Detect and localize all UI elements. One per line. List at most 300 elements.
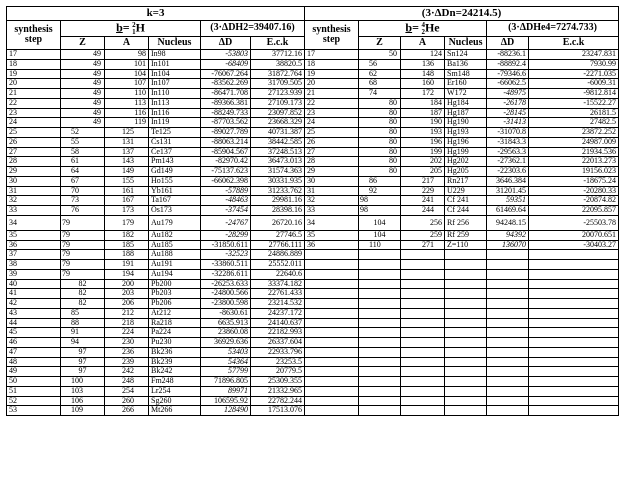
a-cell: 119 xyxy=(105,118,149,128)
empty-cell xyxy=(359,328,401,338)
table-row xyxy=(7,118,619,128)
empty-cell xyxy=(305,328,359,338)
z-cell: 79 xyxy=(61,230,105,240)
col-z-right: Z xyxy=(359,37,401,50)
a-cell: 187 xyxy=(401,108,445,118)
z-cell: 82 xyxy=(61,299,105,309)
empty-cell xyxy=(529,250,619,260)
nucleus-cell: Sg260 xyxy=(149,396,201,406)
z-cell: 73 xyxy=(61,196,105,206)
delta-d-cell: -29563.3 xyxy=(487,147,529,157)
nucleus-cell: Hg205 xyxy=(445,167,487,177)
eck-cell: 37712.16 xyxy=(251,50,305,60)
z-cell: 103 xyxy=(61,386,105,396)
a-cell: 185 xyxy=(105,240,149,250)
empty-cell xyxy=(305,406,359,416)
empty-cell xyxy=(487,318,529,328)
empty-cell xyxy=(359,279,401,289)
left-projectile-header xyxy=(61,21,201,37)
eck-cell: -9812.814 xyxy=(529,89,619,99)
empty-cell xyxy=(401,308,445,318)
a-cell: 172 xyxy=(401,89,445,99)
eck-cell: -6009.31 xyxy=(529,79,619,89)
empty-cell xyxy=(445,386,487,396)
nucleus-cell: Ra218 xyxy=(149,318,201,328)
empty-cell xyxy=(487,338,529,348)
eck-cell: 25309.355 xyxy=(251,377,305,387)
delta-d-cell: -85904.567 xyxy=(201,147,251,157)
delta-d-cell: -68409 xyxy=(201,59,251,69)
step-cell: 37 xyxy=(7,250,61,260)
table-row xyxy=(7,137,619,147)
delta-d-cell: -48975 xyxy=(487,89,529,99)
nucleus-cell: Cs131 xyxy=(149,137,201,147)
eck-cell: 33374.182 xyxy=(251,279,305,289)
table-row xyxy=(7,347,619,357)
step-cell: 39 xyxy=(7,269,61,279)
z-cell: 52 xyxy=(61,128,105,138)
empty-cell xyxy=(445,396,487,406)
step-cell: 26 xyxy=(305,137,359,147)
delta-d-cell: -88063.214 xyxy=(201,137,251,147)
a-cell: 160 xyxy=(401,79,445,89)
z-cell: 85 xyxy=(61,308,105,318)
step-cell: 27 xyxy=(305,147,359,157)
nucleus-cell: Hg190 xyxy=(445,118,487,128)
a-cell: 205 xyxy=(401,167,445,177)
eck-cell: -25503.78 xyxy=(529,215,619,230)
z-cell: 64 xyxy=(61,167,105,177)
step-cell: 48 xyxy=(7,357,61,367)
z-cell: 91 xyxy=(61,328,105,338)
step-cell: 19 xyxy=(7,69,61,79)
a-cell: 149 xyxy=(105,167,149,177)
empty-cell xyxy=(445,357,487,367)
empty-cell xyxy=(359,260,401,270)
empty-cell xyxy=(359,289,401,299)
nucleus-cell: Hg184 xyxy=(445,98,487,108)
empty-cell xyxy=(359,299,401,309)
a-cell: 107 xyxy=(105,79,149,89)
z-cell: 100 xyxy=(61,377,105,387)
empty-cell xyxy=(359,396,401,406)
eck-cell: 17513.076 xyxy=(251,406,305,416)
step-cell: 21 xyxy=(305,89,359,99)
delta-d-cell: 106595.92 xyxy=(201,396,251,406)
eck-cell: -18675.24 xyxy=(529,176,619,186)
table-row xyxy=(7,318,619,328)
nucleus-cell: In113 xyxy=(149,98,201,108)
z-cell: 82 xyxy=(61,279,105,289)
a-cell: 254 xyxy=(105,386,149,396)
empty-cell xyxy=(305,250,359,260)
nucleus-cell: Bk239 xyxy=(149,357,201,367)
z-cell: 80 xyxy=(359,167,401,177)
nucleus-cell: Au188 xyxy=(149,250,201,260)
z-cell: 58 xyxy=(61,147,105,157)
empty-cell xyxy=(401,318,445,328)
step-cell: 36 xyxy=(305,240,359,250)
step-cell: 35 xyxy=(305,230,359,240)
step-cell: 52 xyxy=(7,396,61,406)
empty-cell xyxy=(529,318,619,328)
empty-cell xyxy=(401,299,445,309)
z-cell: 104 xyxy=(359,230,401,240)
eck-cell: 23668.329 xyxy=(251,118,305,128)
z-cell: 94 xyxy=(61,338,105,348)
table-row xyxy=(7,240,619,250)
col-dd-right: ΔD xyxy=(487,37,529,50)
step-cell: 42 xyxy=(7,299,61,309)
empty-cell xyxy=(359,367,401,377)
z-cell: 49 xyxy=(61,118,105,128)
empty-cell xyxy=(305,260,359,270)
nucleus-cell: In119 xyxy=(149,118,201,128)
left-delta-header: (3·ΔDH2=39407.16) xyxy=(201,21,305,37)
eck-cell: -20874.82 xyxy=(529,196,619,206)
table-row xyxy=(7,299,619,309)
table-row xyxy=(7,386,619,396)
empty-cell xyxy=(487,396,529,406)
table-row xyxy=(7,89,619,99)
table-row xyxy=(7,50,619,60)
col-a-left: A xyxy=(105,37,149,50)
table-row xyxy=(7,157,619,167)
a-cell: 167 xyxy=(105,196,149,206)
empty-cell xyxy=(305,386,359,396)
a-cell: 206 xyxy=(105,299,149,309)
empty-cell xyxy=(487,347,529,357)
empty-cell xyxy=(305,357,359,367)
empty-cell xyxy=(487,406,529,416)
nucleus-cell: Er160 xyxy=(445,79,487,89)
eck-cell: 27766.111 xyxy=(251,240,305,250)
nucleus-cell: Au191 xyxy=(149,260,201,270)
eck-cell: 31574.363 xyxy=(251,167,305,177)
table-row xyxy=(7,186,619,196)
z-cell: 98 xyxy=(359,206,401,216)
empty-cell xyxy=(401,396,445,406)
step-cell: 24 xyxy=(7,118,61,128)
table-row xyxy=(7,260,619,270)
a-cell: 190 xyxy=(401,118,445,128)
delta-d-cell: -87703.562 xyxy=(201,118,251,128)
empty-cell xyxy=(529,406,619,416)
delta-d-cell: -82970.42 xyxy=(201,157,251,167)
synthesis-table xyxy=(6,6,619,416)
delta-d-cell: -53803 xyxy=(201,50,251,60)
z-cell: 97 xyxy=(61,357,105,367)
z-cell: 55 xyxy=(61,137,105,147)
z-cell: 74 xyxy=(359,89,401,99)
delta-d-cell: 61469.64 xyxy=(487,206,529,216)
delta-d-cell: -28145 xyxy=(487,108,529,118)
right-b-symbol: b xyxy=(405,20,413,34)
empty-cell xyxy=(305,338,359,348)
nucleus-cell: In98 xyxy=(149,50,201,60)
table-row xyxy=(7,396,619,406)
empty-cell xyxy=(529,328,619,338)
empty-cell xyxy=(359,357,401,367)
empty-cell xyxy=(487,357,529,367)
table-row xyxy=(7,79,619,89)
left-atomic-number: 1 xyxy=(132,27,136,36)
a-cell: 116 xyxy=(105,108,149,118)
empty-cell xyxy=(445,328,487,338)
a-cell: 104 xyxy=(105,69,149,79)
table-row xyxy=(7,230,619,240)
step-cell: 33 xyxy=(305,206,359,216)
table-row xyxy=(7,279,619,289)
delta-dn-label: (3·ΔDn=24214.5) xyxy=(305,7,619,21)
eck-cell: 21332.965 xyxy=(251,386,305,396)
eck-cell: -30403.27 xyxy=(529,240,619,250)
nucleus-cell: Ba136 xyxy=(445,59,487,69)
eck-cell: 36473.013 xyxy=(251,157,305,167)
z-cell: 88 xyxy=(61,318,105,328)
delta-d-cell: -86471.708 xyxy=(201,89,251,99)
table-row xyxy=(7,367,619,377)
table-row xyxy=(7,269,619,279)
step-cell: 41 xyxy=(7,289,61,299)
right-element-symbol: He xyxy=(424,20,440,34)
eck-cell: 37248.513 xyxy=(251,147,305,157)
eck-cell: 22761.433 xyxy=(251,289,305,299)
nucleus-cell: Pb206 xyxy=(149,299,201,309)
eck-cell: 28398.16 xyxy=(251,206,305,216)
a-cell: 236 xyxy=(105,347,149,357)
nucleus-cell: Rf 256 xyxy=(445,215,487,230)
left-b-symbol: b xyxy=(116,20,123,34)
delta-d-cell: -88892.4 xyxy=(487,59,529,69)
delta-d-cell: 94392 xyxy=(487,230,529,240)
col-eck-left: E.c.k xyxy=(251,37,305,50)
table-row xyxy=(7,108,619,118)
nucleus-cell: In116 xyxy=(149,108,201,118)
a-cell: 241 xyxy=(401,196,445,206)
empty-cell xyxy=(529,299,619,309)
eck-cell: 27746.5 xyxy=(251,230,305,240)
empty-cell xyxy=(305,279,359,289)
a-cell: 184 xyxy=(401,98,445,108)
empty-cell xyxy=(359,386,401,396)
left-eq-symbol: = xyxy=(122,20,130,34)
step-cell: 28 xyxy=(7,157,61,167)
nucleus-cell: Fm248 xyxy=(149,377,201,387)
empty-cell xyxy=(359,269,401,279)
nucleus-cell: Ta167 xyxy=(149,196,201,206)
table-row xyxy=(7,69,619,79)
a-cell: 217 xyxy=(401,176,445,186)
step-cell: 45 xyxy=(7,328,61,338)
eck-cell: 29981.16 xyxy=(251,196,305,206)
step-cell: 31 xyxy=(7,186,61,196)
right-mass-number: 4 xyxy=(421,20,425,29)
empty-cell xyxy=(401,357,445,367)
z-cell: 49 xyxy=(61,89,105,99)
a-cell: 173 xyxy=(105,206,149,216)
nucleus-cell: Au185 xyxy=(149,240,201,250)
step-cell: 32 xyxy=(7,196,61,206)
synthesis-step-header-left: synthesis step xyxy=(7,21,61,50)
step-cell: 38 xyxy=(7,260,61,270)
nucleus-cell: In107 xyxy=(149,79,201,89)
a-cell: 101 xyxy=(105,59,149,69)
nucleus-cell: Gd149 xyxy=(149,167,201,177)
step-cell: 47 xyxy=(7,347,61,357)
col-nucleus-right: Nucleus xyxy=(445,37,487,50)
empty-cell xyxy=(487,269,529,279)
nucleus-cell: Hg199 xyxy=(445,147,487,157)
step-cell: 22 xyxy=(305,98,359,108)
empty-cell xyxy=(529,367,619,377)
delta-d-cell: -28299 xyxy=(201,230,251,240)
z-cell: 97 xyxy=(61,367,105,377)
delta-d-cell: 89971 xyxy=(201,386,251,396)
nucleus-cell: Ho155 xyxy=(149,176,201,186)
empty-cell xyxy=(529,308,619,318)
nucleus-cell: In104 xyxy=(149,69,201,79)
empty-cell xyxy=(529,347,619,357)
delta-d-cell: -8630.61 xyxy=(201,308,251,318)
delta-d-cell: -22303.6 xyxy=(487,167,529,177)
empty-cell xyxy=(445,289,487,299)
empty-cell xyxy=(359,406,401,416)
delta-d-cell: 54364 xyxy=(201,357,251,367)
delta-d-cell: -26178 xyxy=(487,98,529,108)
eck-cell: 31872.764 xyxy=(251,69,305,79)
empty-cell xyxy=(401,377,445,387)
z-cell: 80 xyxy=(359,147,401,157)
empty-cell xyxy=(445,377,487,387)
empty-cell xyxy=(401,338,445,348)
delta-d-cell: -57889 xyxy=(201,186,251,196)
eck-cell: 25552.011 xyxy=(251,260,305,270)
delta-d-cell: -32523 xyxy=(201,250,251,260)
nucleus-cell: Cf 241 xyxy=(445,196,487,206)
empty-cell xyxy=(401,250,445,260)
a-cell: 194 xyxy=(105,269,149,279)
z-cell: 110 xyxy=(359,240,401,250)
step-cell: 51 xyxy=(7,386,61,396)
nucleus-cell: Sm148 xyxy=(445,69,487,79)
table-row xyxy=(7,328,619,338)
delta-d-cell: -83562.269 xyxy=(201,79,251,89)
a-cell: 260 xyxy=(105,396,149,406)
empty-cell xyxy=(529,357,619,367)
z-cell: 80 xyxy=(359,118,401,128)
a-cell: 161 xyxy=(105,186,149,196)
z-cell: 92 xyxy=(359,186,401,196)
eck-cell: 30331.935 xyxy=(251,176,305,186)
empty-cell xyxy=(359,377,401,387)
eck-cell: 22933.796 xyxy=(251,347,305,357)
delta-d-cell: -88249.733 xyxy=(201,108,251,118)
delta-d-cell: -24800.566 xyxy=(201,289,251,299)
empty-cell xyxy=(305,289,359,299)
z-cell: 79 xyxy=(61,240,105,250)
eck-cell: 22095.857 xyxy=(529,206,619,216)
delta-d-cell: 36929.636 xyxy=(201,338,251,348)
step-cell: 23 xyxy=(305,108,359,118)
a-cell: 224 xyxy=(105,328,149,338)
a-cell: 218 xyxy=(105,318,149,328)
nucleus-cell: Ce137 xyxy=(149,147,201,157)
delta-d-cell: 57799 xyxy=(201,367,251,377)
empty-cell xyxy=(305,396,359,406)
a-cell: 239 xyxy=(105,357,149,367)
empty-cell xyxy=(445,299,487,309)
nucleus-cell: Rn217 xyxy=(445,176,487,186)
eck-cell: 24237.172 xyxy=(251,308,305,318)
eck-cell: 23872.252 xyxy=(529,128,619,138)
step-cell: 49 xyxy=(7,367,61,377)
eck-cell: 24140.637 xyxy=(251,318,305,328)
a-cell: 266 xyxy=(105,406,149,416)
empty-cell xyxy=(445,279,487,289)
z-cell: 49 xyxy=(61,69,105,79)
empty-cell xyxy=(359,308,401,318)
nucleus-cell: Pb200 xyxy=(149,279,201,289)
empty-cell xyxy=(529,338,619,348)
nucleus-cell: Mt266 xyxy=(149,406,201,416)
eck-cell: 22013.273 xyxy=(529,157,619,167)
a-cell: 248 xyxy=(105,377,149,387)
nucleus-cell: Hg187 xyxy=(445,108,487,118)
empty-cell xyxy=(487,377,529,387)
nucleus-cell: Te125 xyxy=(149,128,201,138)
delta-d-cell: -76067.264 xyxy=(201,69,251,79)
a-cell: 200 xyxy=(105,279,149,289)
right-projectile-header xyxy=(359,21,487,37)
step-cell: 35 xyxy=(7,230,61,240)
z-cell: 86 xyxy=(359,176,401,186)
empty-cell xyxy=(401,279,445,289)
nucleus-cell: Pm143 xyxy=(149,157,201,167)
a-cell: 242 xyxy=(105,367,149,377)
nucleus-cell: In101 xyxy=(149,59,201,69)
a-cell: 193 xyxy=(401,128,445,138)
delta-d-cell: 136070 xyxy=(487,240,529,250)
empty-cell xyxy=(401,347,445,357)
z-cell: 76 xyxy=(61,206,105,216)
table-row xyxy=(7,176,619,186)
delta-d-cell: -31070.8 xyxy=(487,128,529,138)
delta-d-cell: -37454 xyxy=(201,206,251,216)
a-cell: 98 xyxy=(105,50,149,60)
delta-d-cell: 128490 xyxy=(201,406,251,416)
step-cell: 36 xyxy=(7,240,61,250)
z-cell: 49 xyxy=(61,79,105,89)
right-eq-symbol: = xyxy=(412,20,419,34)
eck-cell: 22182.993 xyxy=(251,328,305,338)
empty-cell xyxy=(487,328,529,338)
a-cell: 244 xyxy=(401,206,445,216)
a-cell: 131 xyxy=(105,137,149,147)
z-cell: 104 xyxy=(359,215,401,230)
step-cell: 24 xyxy=(305,118,359,128)
empty-cell xyxy=(487,279,529,289)
a-cell: 136 xyxy=(401,59,445,69)
a-cell: 143 xyxy=(105,157,149,167)
nucleus-cell: Pb203 xyxy=(149,289,201,299)
empty-cell xyxy=(359,250,401,260)
a-cell: 137 xyxy=(105,147,149,157)
nucleus-cell: Z=110 xyxy=(445,240,487,250)
delta-d-cell: -75137.623 xyxy=(201,167,251,177)
eck-cell: 26181.5 xyxy=(529,108,619,118)
empty-cell xyxy=(445,269,487,279)
